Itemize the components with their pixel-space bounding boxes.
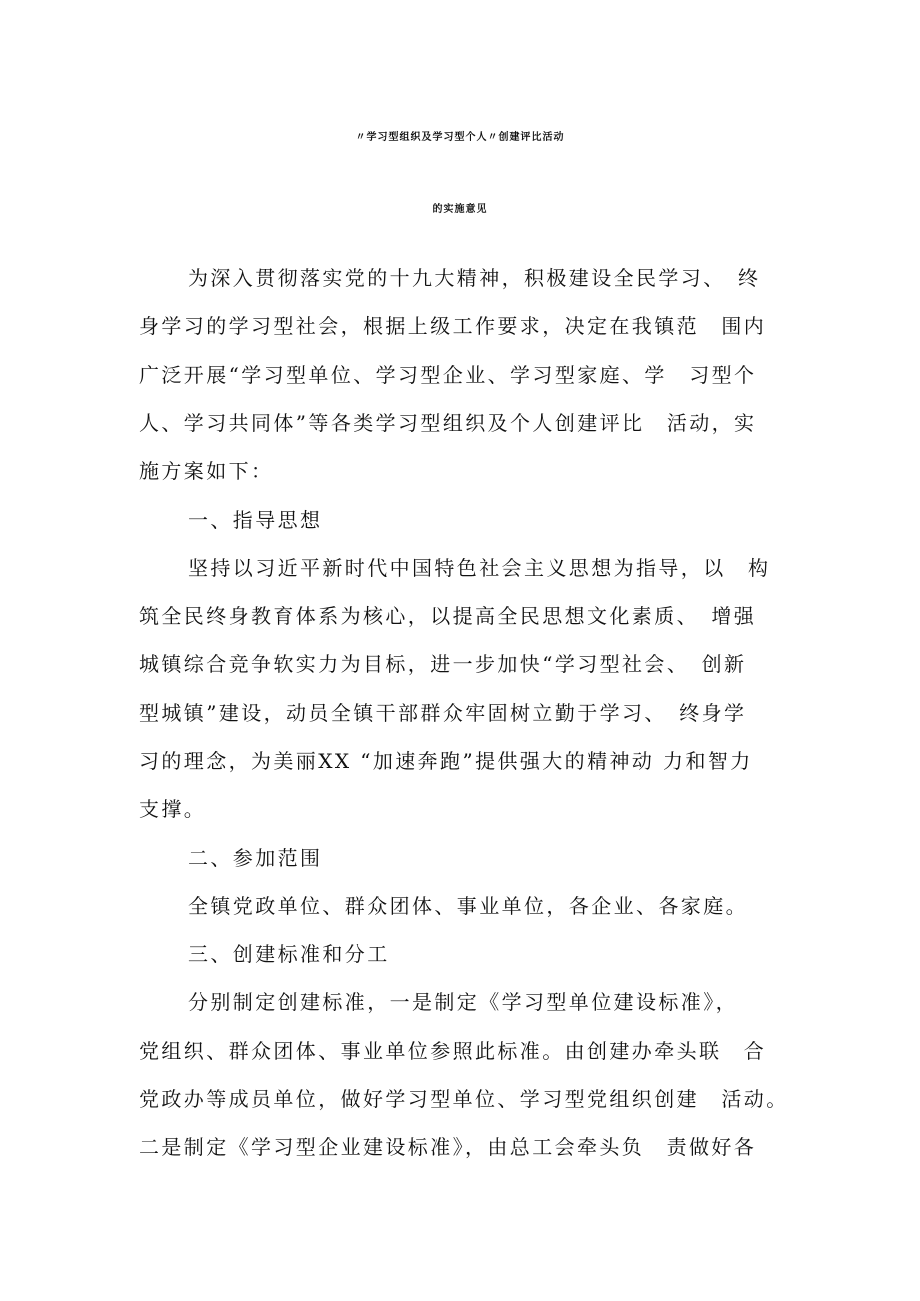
paragraph-line: 二是制定《学习型企业建设标准》，由总工会牵头负 责做好各: [139, 1135, 757, 1159]
paragraph-line: 全镇党政单位、群众团体、事业单位，各企业、各家庭。: [188, 894, 748, 918]
section-heading: 三、创建标准和分工: [188, 942, 390, 966]
paragraph-line: 党政办等成员单位，做好学习型单位、学习型党组织创建 活动。: [139, 1087, 789, 1111]
paragraph-line: 筑全民终身教育体系为核心，以提高全民思想文化素质、 增强: [139, 604, 757, 628]
paragraph-line: 施方案如下：: [139, 459, 274, 483]
document-title-line-1: 〃学习型组织及学习型个人〃创建评比活动: [355, 132, 565, 143]
paragraph-line: 为深入贯彻落实党的十九大精神，积极建设全民学习、 终: [188, 266, 761, 290]
paragraph-line: 支撑。: [139, 797, 207, 821]
section-heading: 二、参加范围: [188, 846, 323, 870]
paragraph-line: 广泛开展“学习型单位、学习型企业、学习型家庭、学 习型个: [139, 363, 757, 387]
document-title-line-2: 的实施意见: [432, 204, 488, 215]
paragraph-line: 分别制定创建标准，一是制定《学习型单位建设标准》，: [188, 990, 738, 1014]
paragraph-line: 型城镇”建设，动员全镇干部群众牢固树立勤于学习、 终身学: [139, 701, 747, 725]
section-heading: 一、指导思想: [188, 508, 323, 532]
paragraph-line: 坚持以习近平新时代中国特色社会主义思想为指导，以 构: [188, 556, 771, 580]
paragraph-line: 人、学习共同体”等各类学习型组织及个人创建评比 活动，实: [139, 411, 757, 435]
paragraph-line: 习的理念，为美丽XX “加速奔跑”提供强大的精神动 力和智力: [139, 749, 753, 773]
paragraph-line: 党组织、群众团体、事业单位参照此标准。由创建办牵头联 合: [139, 1039, 767, 1063]
paragraph-line: 城镇综合竞争软实力为目标，进一步加快“学习型社会、 创新: [139, 652, 747, 676]
paragraph-line: 身学习的学习型社会，根据上级工作要求，决定在我镇范 围内: [139, 314, 767, 338]
